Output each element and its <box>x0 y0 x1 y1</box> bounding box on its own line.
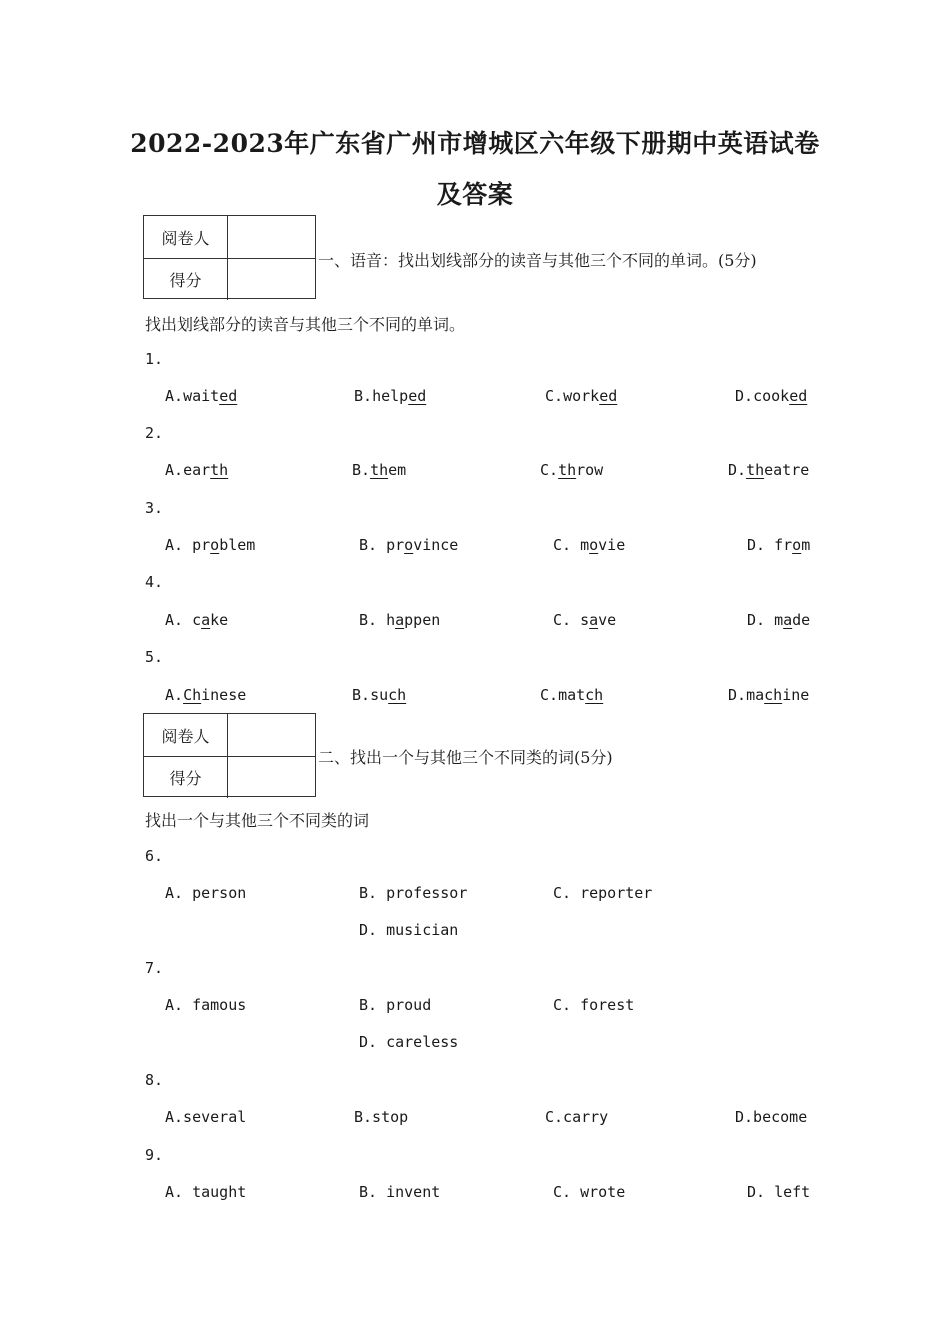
option-d: D.become <box>735 1108 808 1126</box>
option-c: C.throw <box>540 461 604 479</box>
option-c: C.carry <box>545 1108 609 1126</box>
option-b: B.stop <box>354 1108 409 1126</box>
option-d: D.cooked <box>735 387 808 405</box>
option-c: C. save <box>553 611 617 629</box>
score-cell <box>228 756 315 798</box>
document-title-line-1: 2022-2023年广东省广州市增城区六年级下册期中英语试卷 <box>130 129 820 158</box>
option-b: B. proud <box>359 996 432 1014</box>
score-cell <box>228 258 315 300</box>
option-a: A.earth <box>165 461 229 479</box>
question-number: 4. <box>145 573 164 591</box>
section-1-instruction: 找出划线部分的读音与其他三个不同的单词。 <box>145 315 466 334</box>
option-c: C. movie <box>553 536 626 554</box>
score-table-section-2 <box>143 713 316 797</box>
option-a: A.several <box>165 1108 247 1126</box>
question-number: 6. <box>145 847 164 865</box>
option-c: C.worked <box>545 387 618 405</box>
question-number: 2. <box>145 424 164 442</box>
score-label: 得分 <box>144 756 228 798</box>
option-b: B. province <box>359 536 459 554</box>
option-a: A. famous <box>165 996 247 1014</box>
option-b: B. invent <box>359 1183 441 1201</box>
option-b: B.helped <box>354 387 427 405</box>
option-c: C. forest <box>553 996 635 1014</box>
question-number: 1. <box>145 350 164 368</box>
reviewer-cell <box>228 714 315 756</box>
reviewer-label: 阅卷人 <box>144 216 228 258</box>
question-number: 5. <box>145 648 164 666</box>
score-table-section-1 <box>143 215 316 299</box>
option-a: A. taught <box>165 1183 247 1201</box>
question-number: 9. <box>145 1146 164 1164</box>
section-2-title: 二、找出一个与其他三个不同类的词(5分) <box>318 748 613 767</box>
section-1-title: 一、语音：找出划线部分的读音与其他三个不同的单词。(5分) <box>318 251 757 270</box>
option-a: A. cake <box>165 611 229 629</box>
option-a: A. problem <box>165 536 256 554</box>
option-b: B. happen <box>359 611 441 629</box>
document-title-line-2: 及答案 <box>436 180 514 209</box>
option-d: D.machine <box>728 686 810 704</box>
option-d: D. musician <box>359 921 459 939</box>
question-number: 3. <box>145 499 164 517</box>
option-d: D. from <box>747 536 811 554</box>
option-a: A.Chinese <box>165 686 247 704</box>
section-2-instruction: 找出一个与其他三个不同类的词 <box>145 811 370 830</box>
option-a: A. person <box>165 884 247 902</box>
reviewer-label: 阅卷人 <box>144 714 228 756</box>
option-d: D. left <box>747 1183 811 1201</box>
option-d: D.theatre <box>728 461 810 479</box>
option-c: C. reporter <box>553 884 653 902</box>
option-b: B. professor <box>359 884 468 902</box>
option-c: C. wrote <box>553 1183 626 1201</box>
option-d: D. careless <box>359 1033 459 1051</box>
option-d: D. made <box>747 611 811 629</box>
question-number: 7. <box>145 959 164 977</box>
option-a: A.waited <box>165 387 238 405</box>
option-b: B.such <box>352 686 407 704</box>
question-number: 8. <box>145 1071 164 1089</box>
score-label: 得分 <box>144 258 228 300</box>
reviewer-cell <box>228 216 315 258</box>
option-b: B.them <box>352 461 407 479</box>
option-c: C.match <box>540 686 604 704</box>
